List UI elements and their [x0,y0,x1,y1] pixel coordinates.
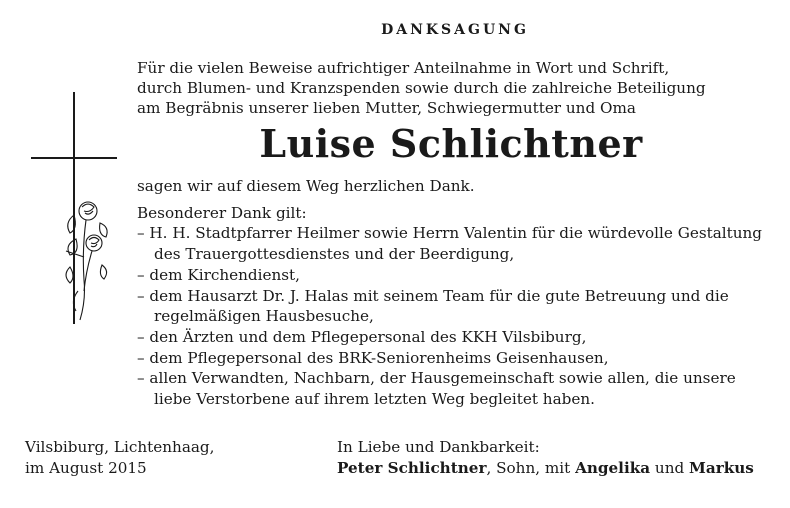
signer-relation: , Sohn, mit [486,458,576,477]
notice-heading: DANKSAGUNG [381,22,529,38]
place-date [25,437,214,478]
intro-line: Für die vielen Beweise aufrichtiger Anteilnahme in Wort und Schrift, [137,59,670,77]
closing-line: In Liebe und Dankbarkeit: [337,438,540,456]
list-item: – allen Verwandten, Nachbarn, der Hausgemeinschaft sowie allen, die unsere liebe Verstorbene auf ihrem letzten Weg begleitet haben. [137,369,736,409]
list-item: – H. H. Stadtpfarrer Heilmer sowie Herrn Valentin für die würdevolle Gestaltung des Trauergottesdienstes und der Beerdigung, [137,224,763,264]
signature-block [337,437,754,478]
list-item: – dem Pflegepersonal des BRK-Seniorenheims Geisenhausen, [137,348,609,367]
thanks-section [137,176,767,410]
roses-icon [52,195,112,325]
deceased-name: Luise Schlichtner [259,121,643,166]
date: im August 2015 [25,458,147,477]
place: Vilsbiburg, Lichtenhaag, [25,438,215,456]
list-item: – dem Kirchendienst, [137,265,300,284]
signer-name: Angelika [575,458,651,477]
thanks-line: sagen wir auf diesem Weg herzlichen Dank. [137,177,475,195]
signer-conjunction: und [650,458,690,477]
list-item: – dem Hausarzt Dr. J. Halas mit seinem Team für die gute Betreuung und die regelmäßigen Hausbesuche, [137,286,729,326]
signer-name: Markus [689,458,754,477]
thanks-list [137,223,767,409]
special-thanks-label: Besonderer Dank gilt: [137,203,307,222]
list-item: – den Ärzten und dem Pflegepersonal des KKH Vilsbiburg, [137,327,587,346]
signers [337,458,754,479]
intro-text [137,58,765,118]
intro-line: durch Blumen- und Kranzspenden sowie durch die zahlreiche Beteiligung [137,79,706,97]
cross-icon-bar [31,157,117,159]
intro-line: am Begräbnis unserer lieben Mutter, Schwiegermutter und Oma [137,99,636,117]
signer-name: Peter Schlichtner [337,458,487,477]
